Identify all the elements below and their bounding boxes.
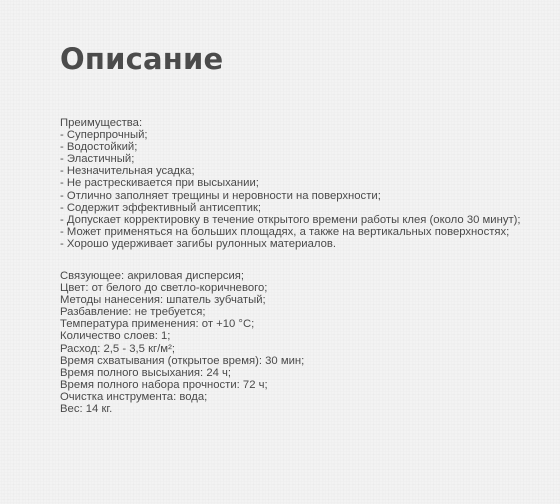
spec-item: Время полного высыхания: 24 ч;: [60, 366, 232, 379]
list-item: - Отлично заполняет трещины и неровности на поверхности;: [60, 189, 381, 202]
spec-item: Разбавление: не требуется;: [60, 306, 206, 319]
list-item: - Допускает корректировку в течение открытого времени работы клея (около 30 минут);: [60, 213, 521, 226]
advantages-list: [60, 117, 544, 250]
list-item: - Может применяться на больших площадях, а также на вертикальных поверхностях;: [60, 225, 510, 238]
list-item: - Не растрескивается при высыхании;: [60, 177, 259, 190]
list-item: - Незначительная усадка;: [60, 165, 195, 178]
spec-item: Методы нанесения: шпатель зубчатый;: [60, 294, 266, 307]
advantages-heading: Преимущества:: [60, 117, 143, 129]
list-item: - Содержит эффективный антисептик;: [60, 201, 262, 214]
spec-item: Расход: 2,5 - 3,5 кг/м²;: [60, 342, 175, 355]
spec-item: Очистка инструмента: вода;: [60, 390, 208, 403]
list-item: - Эластичный;: [60, 153, 135, 166]
list-item: - Водостойкий;: [60, 141, 138, 154]
spec-item: Время полного набора прочности: 72 ч;: [60, 378, 268, 391]
spec-item: Время схватывания (открытое время): 30 мин;: [60, 354, 305, 367]
list-item: - Суперпрочный;: [60, 129, 148, 142]
spec-item: Температура применения: от +10 °С;: [60, 318, 255, 331]
spec-item: Количество слоев: 1;: [60, 330, 171, 343]
spec-item: Цвет: от белого до светло-коричневого;: [60, 282, 268, 295]
spec-item: Вес: 14 кг.: [60, 403, 113, 416]
list-item: - Хорошо удерживает загибы рулонных материалов.: [60, 237, 337, 250]
spec-item: Связующее: акриловая дисперсия;: [60, 270, 245, 282]
page-title: Описание: [60, 42, 224, 76]
specifications-list: [60, 270, 544, 415]
